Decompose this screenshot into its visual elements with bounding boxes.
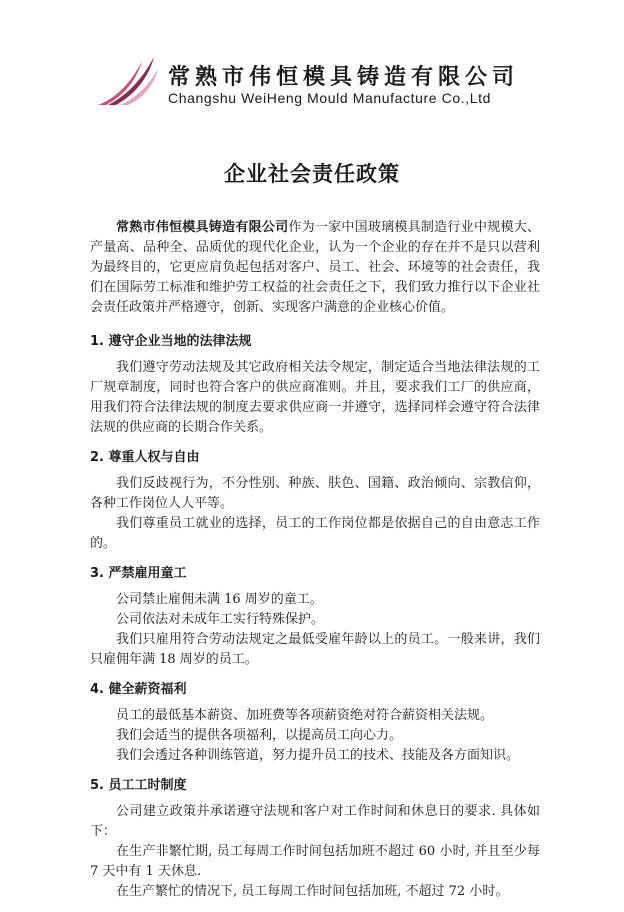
section-1 [90, 332, 540, 438]
section-heading: 4. 健全薪资福利 [90, 682, 187, 697]
intro-paragraph [90, 218, 540, 318]
section-paragraph: 我们遵守劳动法规及其它政府相关法令规定，制定适合当地法律法规的工厂规章制度，同时也符合客户的供应商准则。并且，要求我们工厂的供应商，用我们符合法律法规的制度去要求供应商一并遵守，选择同样会遵守符合法律法规的供应商的长期合作关系。 [90, 360, 540, 435]
section-paragraph: 公司建立政策并承诺遵守法规和客户对工作时间和休息日的要求. 具体如下： [90, 804, 540, 839]
section-paragraph: 我们会透过各种训练管道，努力提升员工的技术、技能及各方面知识。 [116, 748, 520, 763]
section-paragraph: 我们会适当的提供各项福利，以提高员工向心力。 [116, 728, 403, 743]
section-paragraph: 在生产非繁忙期, 员工每周工作时间包括加班不超过 60 小时, 并且至少每 7 天中有 1 天休息. [90, 844, 540, 879]
company-name-english: Changshu WeiHeng Mould Manufacture Co.,Ltd [168, 90, 492, 106]
company-logo-icon [96, 55, 160, 107]
company-name-chinese: 常熟市伟恒模具铸造有限公司 [168, 65, 520, 90]
section-3 [90, 564, 540, 670]
section-heading: 2. 尊重人权与自由 [90, 450, 200, 465]
intro-company-name: 常熟市伟恒模具铸造有限公司 [116, 220, 289, 235]
document-title: 企业社会责任政策 [224, 162, 400, 186]
section-heading: 3. 严禁雇用童工 [90, 566, 187, 581]
section-4 [90, 680, 540, 766]
section-paragraph: 员工的最低基本薪资、加班费等各项薪资绝对符合薪资相关法规。 [116, 708, 494, 723]
section-paragraph: 公司禁止雇佣未满 16 周岁的童工。 [116, 592, 323, 607]
intro-text: 作为一家中国玻璃模具制造行业中规模大、产量高、品种全、品质优的现代化企业，认为一个企业的存在并不是只以营利为最终目的，它更应肩负起包括对客户、员工、社会、环境等的社会责任，我们在国际劳工标准和维护劳工权益的社会责任之下，我们致力推行以下企业社会责任政策并严格遵守，创新、实现客户满意的企业核心价值。 [90, 220, 540, 315]
section-heading: 5. 员工工时制度 [90, 778, 187, 793]
section-paragraph: 我们只雇用符合劳动法规定之最低受雇年龄以上的员工。一般来讲，我们只雇佣年满 18 周岁的员工。 [90, 632, 540, 667]
section-paragraph: 我们尊重员工就业的选择，员工的工作岗位都是依据自己的自由意志工作的。 [90, 516, 540, 551]
section-paragraph: 公司依法对未成年工实行特殊保护。 [116, 612, 325, 627]
section-heading: 1. 遵守企业当地的法律法规 [90, 334, 252, 349]
section-paragraph: 在生产繁忙的情况下, 员工每周工作时间包括加班, 不超过 72 小时。 [116, 884, 509, 899]
document-body [90, 218, 540, 912]
section-paragraph: 我们反歧视行为，不分性别、种族、肤色、国籍、政治倾向、宗教信仰，各种工作岗位人人平等。 [90, 476, 540, 511]
section-5 [90, 776, 540, 902]
section-2 [90, 448, 540, 554]
